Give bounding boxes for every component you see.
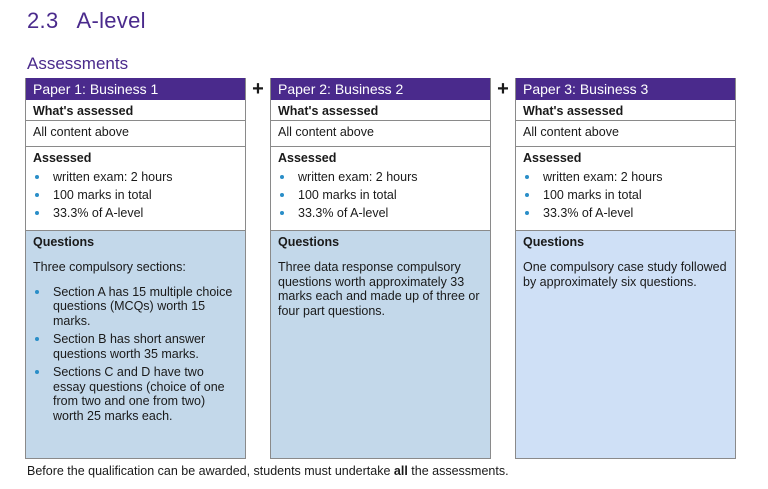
section-title: A-level [76, 8, 146, 33]
paper-3-questions-text: One compulsory case study followed by approximately six questions. [523, 260, 727, 289]
paper-1-assessed-label: Assessed [26, 146, 245, 166]
paper-2-title: Paper 2: Business 2 [271, 78, 490, 100]
section-heading [27, 8, 146, 34]
list-item: written exam: 2 hours [278, 168, 490, 186]
paper-1-whats-assessed-text: All content above [26, 120, 245, 146]
paper-1-questions-list [33, 285, 238, 424]
list-item: written exam: 2 hours [33, 168, 245, 186]
paper-3-questions-label: Questions [523, 235, 585, 249]
paper-1-questions-panel [26, 230, 245, 458]
plus-icon: + [252, 78, 264, 100]
paper-1-column [25, 78, 246, 459]
paper-2-whats-assessed-text: All content above [271, 120, 490, 146]
footer-text-before: Before the qualification can be awarded, students must undertake [27, 464, 394, 478]
list-item: 100 marks in total [33, 186, 245, 204]
paper-2-questions-panel [271, 230, 490, 458]
footer-text-after: the assessments. [407, 464, 509, 478]
section-number: 2.3 [27, 8, 59, 33]
paper-3-title: Paper 3: Business 3 [516, 78, 735, 100]
paper-3-whats-assessed-label: What's assessed [523, 104, 624, 118]
paper-1-title: Paper 1: Business 1 [26, 78, 245, 100]
paper-2-questions-label: Questions [278, 235, 340, 249]
paper-3-whats-assessed-text: All content above [516, 120, 735, 146]
subheading: Assessments [27, 54, 129, 73]
paper-2-column [270, 78, 491, 459]
list-item: 33.3% of A-level [33, 204, 245, 222]
list-item: 100 marks in total [278, 186, 490, 204]
list-item: written exam: 2 hours [523, 168, 735, 186]
paper-2-questions-text: Three data response compulsory questions worth approximately 33 marks each and made up of three or four part questions. [278, 260, 480, 318]
list-item: Section B has short answer questions worth 35 marks. [33, 332, 238, 361]
list-item: 33.3% of A-level [523, 204, 735, 222]
list-item: 100 marks in total [523, 186, 735, 204]
paper-2-whats-assessed-label: What's assessed [278, 104, 379, 118]
list-item: Sections C and D have two essay questions (choice of one from two and one from two) worth 25 marks each. [33, 365, 238, 423]
paper-1-questions-label: Questions [33, 235, 95, 249]
footer-note [27, 464, 509, 478]
paper-3-assessed-label: Assessed [516, 146, 735, 166]
footer-text-bold: all [393, 464, 408, 478]
plus-icon: + [497, 78, 509, 100]
paper-1-questions-text: Three compulsory sections: [33, 260, 186, 274]
list-item: 33.3% of A-level [278, 204, 490, 222]
paper-3-questions-panel [516, 230, 735, 458]
list-item: Section A has 15 multiple choice questions (MCQs) worth 15 marks. [33, 285, 238, 329]
paper-2-assessed-label: Assessed [271, 146, 490, 166]
paper-3-column [515, 78, 736, 459]
paper-1-whats-assessed-label: What's assessed [33, 104, 134, 118]
